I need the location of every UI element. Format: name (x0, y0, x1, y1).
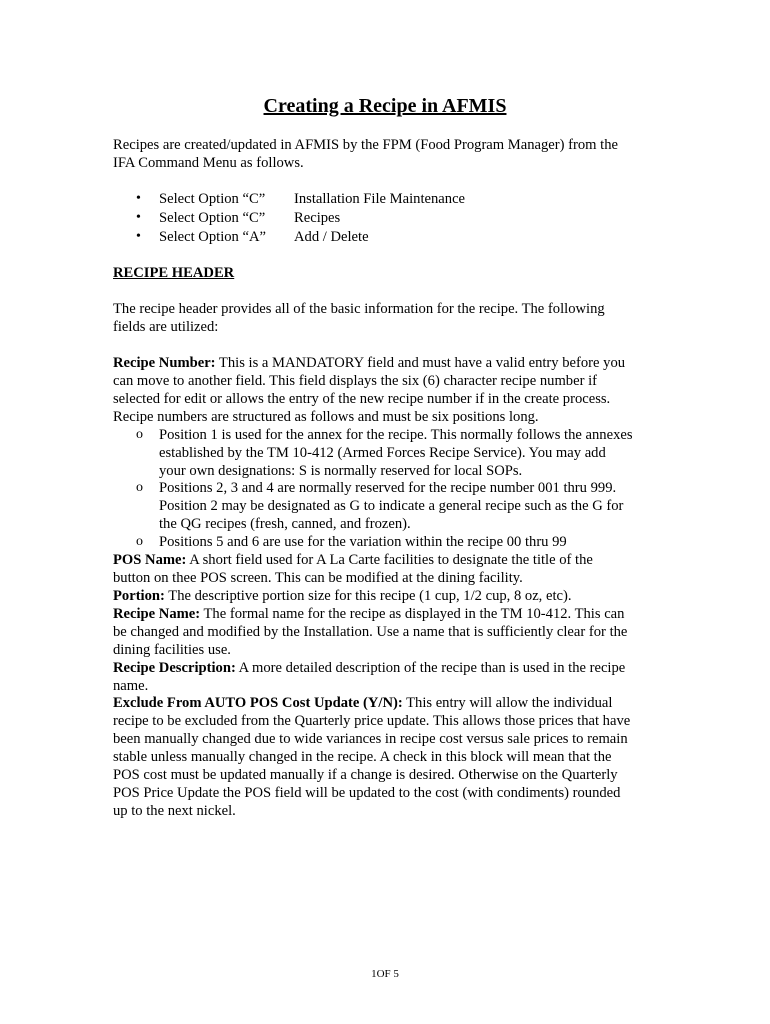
recipe-description-line: name. (113, 678, 149, 694)
step-description: Recipes (294, 210, 341, 226)
bullet-icon: • (136, 229, 141, 244)
step-option: Select Option “C” (159, 210, 266, 226)
recipe-name-entry (113, 605, 624, 623)
section-heading: RECIPE HEADER (113, 265, 235, 281)
position-line: your own designations: S is normally reserved for local SOPs. (159, 463, 523, 479)
section-intro-line-1: The recipe header provides all of the basic information for the recipe. The following (113, 301, 605, 317)
page-title: Creating a Recipe in AFMIS (263, 95, 507, 117)
position-line: established by the TM 10-412 (Armed Forces Recipe Service). You may add (159, 445, 606, 461)
portion-entry (113, 587, 572, 605)
field-label: POS Name: (113, 552, 187, 568)
pos-name-entry (113, 551, 593, 569)
field-label: Portion: (113, 588, 165, 604)
field-text: A short field used for A La Carte facilities to designate the title of the (186, 552, 593, 568)
step-option: Select Option “C” (159, 191, 266, 207)
exclude-auto-pos-entry (113, 694, 612, 712)
step-description: Installation File Maintenance (294, 191, 466, 207)
recipe-name-line: dining facilities use. (113, 642, 231, 658)
sub-bullet-icon: o (136, 534, 143, 549)
field-label: Recipe Description: (113, 660, 236, 676)
field-label: Recipe Number: (113, 355, 216, 371)
sub-bullet-icon: o (136, 427, 143, 442)
position-line: Positions 5 and 6 are use for the variation within the recipe 00 thru 99 (159, 534, 567, 550)
page-number: 1OF 5 (371, 968, 399, 980)
position-line: the QG recipes (fresh, canned, and frozen). (159, 516, 411, 532)
step-option: Select Option “A” (159, 229, 266, 245)
recipe-number-line: selected for edit or allows the entry of the new recipe number if in the create process. (113, 391, 611, 407)
recipe-name-line: be changed and modified by the Installation. Use a name that is sufficiently clear for the (113, 624, 628, 640)
exclude-auto-pos-line: up to the next nickel. (113, 803, 236, 819)
field-text: The descriptive portion size for this recipe (1 cup, 1/2 cup, 8 oz, etc). (164, 588, 572, 604)
section-intro-line-2: fields are utilized: (113, 319, 219, 335)
field-text: The formal name for the recipe as displayed in the TM 10-412. This can (200, 606, 625, 622)
exclude-auto-pos-line: POS Price Update the POS field will be updated to the cost (with condiments) rounded (113, 785, 621, 801)
recipe-number-line: Recipe numbers are structured as follows and must be six positions long. (113, 409, 539, 425)
recipe-number-line: can move to another field. This field displays the six (6) character recipe number if (113, 373, 597, 389)
field-label: Recipe Name: (113, 606, 201, 622)
intro-line-1: Recipes are created/updated in AFMIS by the FPM (Food Program Manager) from the (113, 137, 618, 153)
bullet-icon: • (136, 210, 141, 225)
field-label: Exclude From AUTO POS Cost Update (Y/N): (113, 695, 403, 711)
position-line: Positions 2, 3 and 4 are normally reserved for the recipe number 001 thru 999. (159, 480, 617, 496)
bullet-icon: • (136, 191, 141, 206)
recipe-description-entry (113, 659, 625, 677)
sub-bullet-icon: o (136, 480, 143, 495)
exclude-auto-pos-line: been manually changed due to wide variances in recipe cost versus sale prices to remain (113, 731, 628, 747)
recipe-number-entry (113, 354, 625, 372)
field-text: This is a MANDATORY field and must have a valid entry before you (215, 355, 626, 371)
exclude-auto-pos-line: POS cost must be updated manually if a change is desired. Otherwise on the Quarterly (113, 767, 618, 783)
field-text: This entry will allow the individual (402, 695, 613, 711)
exclude-auto-pos-line: stable unless manually changed in the recipe. A check in this block will mean that the (113, 749, 612, 765)
field-text: A more detailed description of the recipe than is used in the recipe (235, 660, 626, 676)
step-description: Add / Delete (294, 229, 369, 245)
position-line: Position 2 may be designated as G to indicate a general recipe such as the G for (159, 498, 624, 514)
position-line: Position 1 is used for the annex for the recipe. This normally follows the annexes (159, 427, 633, 443)
exclude-auto-pos-line: recipe to be excluded from the Quarterly price update. This allows those prices that have (113, 713, 631, 729)
pos-name-line: button on thee POS screen. This can be modified at the dining facility. (113, 570, 523, 586)
intro-line-2: IFA Command Menu as follows. (113, 155, 304, 171)
